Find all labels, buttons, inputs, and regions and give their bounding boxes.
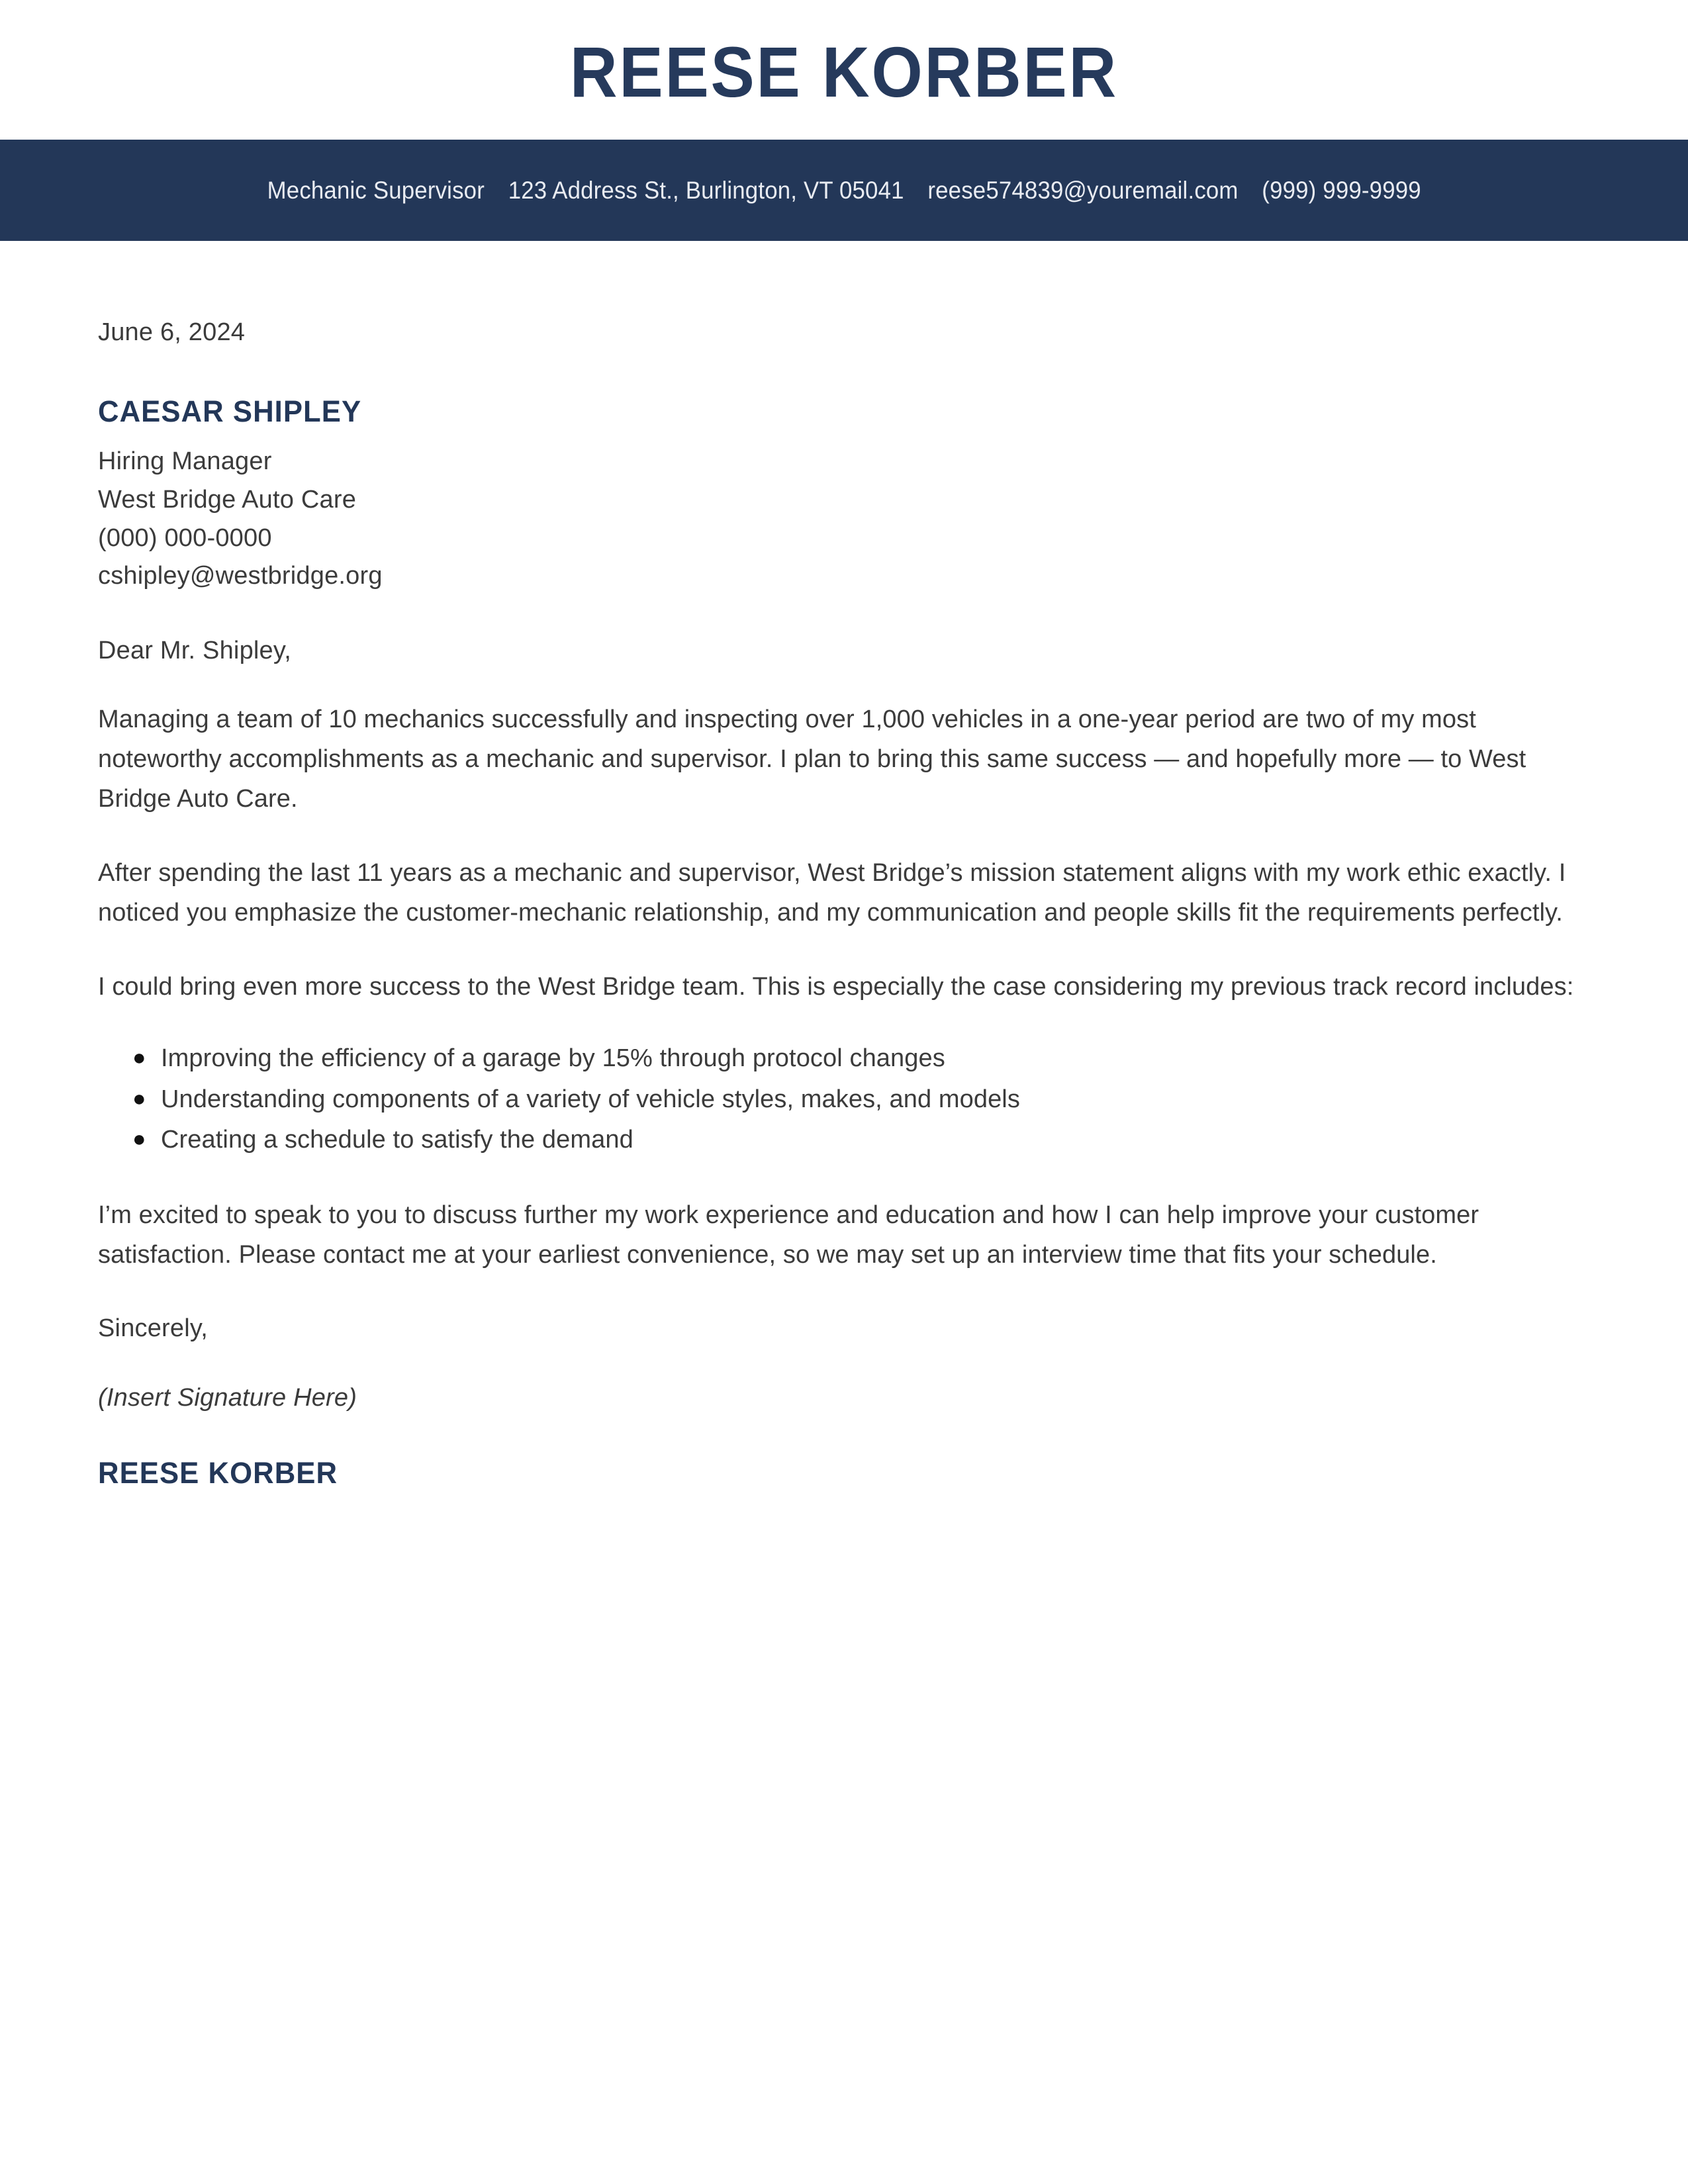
salutation: Dear Mr. Shipley, (98, 637, 292, 664)
recipient-title: Hiring Manager (98, 447, 272, 475)
list-item (98, 1038, 1590, 1079)
bullet-icon: ● (132, 1126, 146, 1152)
body-paragraph-1: Managing a team of 10 mechanics successfully and inspecting over 1,000 vehicles in a one-year period are two of my most noteworthy accomplishments as a mechanic and supervisor. I plan to bring this same success — and hopefully more — to West Bridge Auto Care. (98, 705, 1526, 813)
bullet-icon: ● (132, 1045, 146, 1071)
list-item (98, 1079, 1590, 1120)
page-title: REESE KORBER (569, 32, 1119, 112)
letterhead-name-banner (0, 0, 1688, 140)
recipient-company: West Bridge Auto Care (98, 485, 357, 514)
list-item-label: Understanding components of a variety of vehicle styles, makes, and models (161, 1085, 1020, 1113)
bullet-icon: ● (132, 1085, 146, 1111)
contact-info-list (256, 177, 1433, 205)
recipient-name: CAESAR SHIPLEY (98, 394, 362, 428)
recipient-details (98, 443, 1590, 596)
body-paragraph-final: I’m excited to speak to you to discuss further my work experience and education and how I can help improve your customer satisfaction. Please contact me at your earliest convenience, so we may set up an interview time that fits your schedule. (98, 1201, 1479, 1269)
body-paragraph-3: I could bring even more success to the West Bridge team. This is especially the case considering my previous track record includes: (98, 973, 1574, 1001)
closing-salutation: Sincerely, (98, 1314, 209, 1342)
recipient-email: cshipley@westbridge.org (98, 562, 383, 590)
list-item (98, 1120, 1590, 1161)
letter-date: June 6, 2024 (98, 318, 246, 346)
contact-info-bar (0, 140, 1688, 241)
contact-address: 123 Address St., Burlington, VT 05041 (508, 176, 904, 204)
list-item-label: Creating a schedule to satisfy the demand (161, 1126, 633, 1154)
signature-name: REESE KORBER (98, 1455, 338, 1490)
achievements-list (98, 1038, 1590, 1161)
contact-phone: (999) 999-9999 (1262, 176, 1421, 204)
signature-placeholder: (Insert Signature Here) (98, 1383, 357, 1412)
recipient-phone: (000) 000-0000 (98, 523, 272, 552)
list-item-label: Improving the efficiency of a garage by 15% through protocol changes (161, 1044, 945, 1073)
contact-email: reese574839@youremail.com (927, 176, 1239, 204)
body-paragraph-2: After spending the last 11 years as a mechanic and supervisor, West Bridge’s mission statement aligns with my work ethic exactly. I noticed you emphasize the customer-mechanic relationship, and my communication and people skills fit the requirements perfectly. (98, 859, 1566, 927)
letter-body (0, 318, 1688, 1490)
contact-job-title: Mechanic Supervisor (267, 176, 485, 204)
